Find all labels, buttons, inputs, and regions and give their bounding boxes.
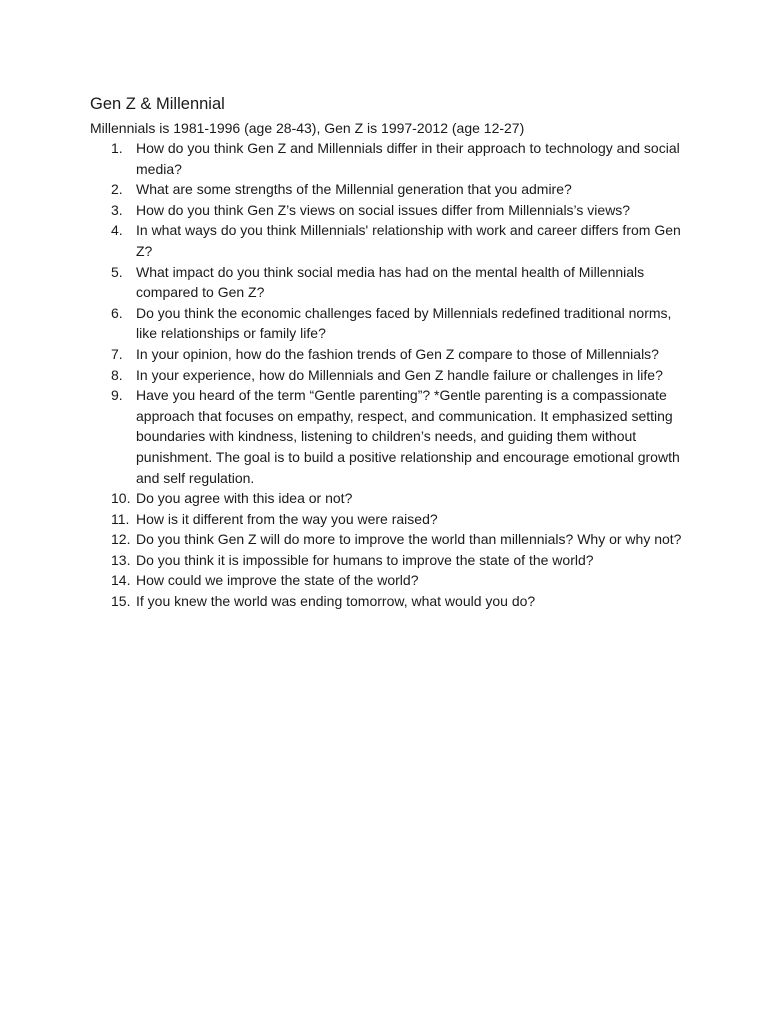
question-item [90, 385, 690, 488]
document-title: Gen Z & Millennial [90, 95, 225, 113]
question-text: If you knew the world was ending tomorrow, what would you do? [136, 593, 536, 610]
question-item [90, 550, 690, 571]
question-number: 14. [111, 572, 131, 589]
question-number: 8. [111, 366, 123, 383]
question-text: In your opinion, how do the fashion trends of Gen Z compare to those of Millennials? [136, 345, 659, 362]
question-item [90, 303, 690, 344]
question-text: How do you think Gen Z’s views on social issues differ from Millennials’s views? [136, 201, 631, 218]
question-number: 2. [111, 181, 123, 198]
question-text: How could we improve the state of the world? [136, 572, 419, 589]
question-number: 9. [111, 387, 123, 404]
question-number: 3. [111, 201, 123, 218]
question-item [90, 365, 690, 386]
question-number: 5. [111, 263, 123, 280]
question-item [90, 262, 690, 303]
question-text: Do you think it is impossible for humans to improve the state of the world? [136, 551, 594, 568]
question-number: 4. [111, 222, 123, 239]
question-text: Do you think Gen Z will do more to improve the world than millennials? Why or why not? [136, 531, 682, 548]
question-text: Have you heard of the term “Gentle parenting”? *Gentle parenting is a compassionate approach that focuses on empathy, respect, and communication. It emphasized setting boundaries with kindness, listening to children’s needs, and guiding them without punishment. The goal is to build a positive relationship and encourage emotional growth and self regulation. [136, 387, 680, 486]
question-item [90, 220, 690, 261]
question-number: 11. [111, 510, 130, 527]
question-item [90, 179, 690, 200]
question-item [90, 509, 690, 530]
question-item [90, 529, 690, 550]
question-item [90, 200, 690, 221]
question-text: How is it different from the way you were raised? [136, 510, 438, 527]
question-list [90, 138, 690, 612]
question-item [90, 488, 690, 509]
question-number: 1. [111, 140, 123, 156]
question-number: 13. [111, 551, 131, 568]
question-number: 15. [111, 593, 131, 610]
question-text: In your experience, how do Millennials and Gen Z handle failure or challenges in life? [136, 366, 663, 383]
question-text: What are some strengths of the Millennial generation that you admire? [136, 181, 572, 198]
question-number: 6. [111, 304, 123, 321]
question-item [90, 591, 690, 612]
document-subtitle: Millennials is 1981-1996 (age 28-43), Gen Z is 1997-2012 (age 12-27) [90, 120, 525, 136]
question-text: How do you think Gen Z and Millennials differ in their approach to technology and social media? [136, 140, 680, 177]
question-text: Do you agree with this idea or not? [136, 490, 353, 507]
question-number: 12. [111, 531, 131, 548]
question-text: What impact do you think social media has had on the mental health of Millennials compared to Gen Z? [136, 263, 645, 301]
question-item [90, 138, 690, 179]
question-item [90, 344, 690, 365]
document-page [90, 94, 690, 612]
question-number: 7. [111, 345, 123, 362]
question-text: In what ways do you think Millennials' relationship with work and career differs from Gen Z? [136, 222, 681, 259]
question-item [90, 570, 690, 591]
question-text: Do you think the economic challenges faced by Millennials redefined traditional norms, like relationships or family life? [136, 304, 672, 342]
question-number: 10. [111, 490, 131, 507]
